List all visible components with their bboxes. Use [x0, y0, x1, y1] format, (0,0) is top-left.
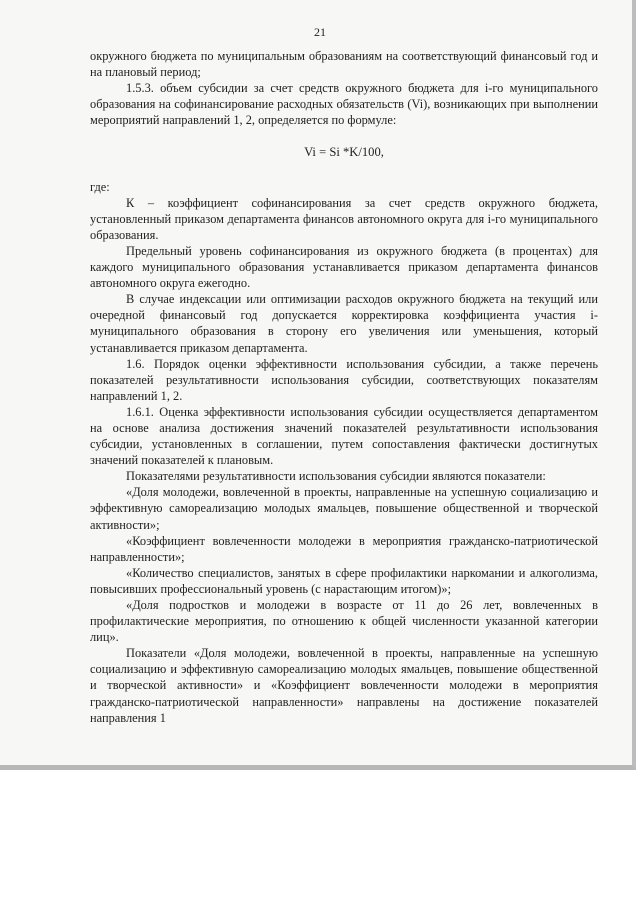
formula: Vi = Si *K/100, — [304, 145, 384, 160]
paragraph-indicators-intro: Показателями результативности использования субсидии являются показатели: — [126, 469, 546, 484]
paragraph-1-6-1: 1.6.1. Оценка эффективности использования субсидии осуществляется департаментом на основе анализа достижения значений показателей результативности использования субсидии, установленных в соглашении, путем сопоставления фактически достигнутых значений показателей к плановым. — [90, 404, 598, 468]
paragraph-indicators-direction-1: Показатели «Доля молодежи, вовлеченной в проекты, направленные на успешную социализацию и эффективную самореализацию молодых ямальцев, повышение общественной и творческой активности» и «Коэффициент вовлеченности молодежи в мероприятия гражданско-патриотической направленности» направлены на достижение показателей направления 1 — [90, 646, 598, 725]
paragraph-1-6: 1.6. Порядок оценки эффективности использования субсидии, а также перечень показателей результативности использования субсидии, соответствующих показателям направлений 1, 2. — [90, 356, 598, 403]
paragraph-continuation: окружного бюджета по муниципальным образованиям на соответствующий финансовый год и на плановый период; — [90, 49, 598, 80]
paragraph-1-5-3: 1.5.3. объем субсидии за счет средств окружного бюджета для i-го муниципального образования на софинансирование расходных обязательств (Vi), возникающих при выполнении мероприятий направлений 1, 2, определяется по формуле: — [90, 81, 598, 128]
indicator-prevention-share: «Доля подростков и молодежи в возрасте от 11 до 26 лет, вовлеченных в профилактические мероприятия, по отношению к общей численности указанной категории лиц». — [90, 598, 598, 645]
indicator-specialists: «Количество специалистов, занятых в сфере профилактики наркомании и алкоголизма, повысивших профессиональный уровень (с нарастающим итогом)»; — [90, 565, 598, 596]
page-number: 21 — [314, 25, 326, 39]
paragraph-indexation: В случае индексации или оптимизации расходов окружного бюджета на текущий или очередной финансовый год допускается корректировка коэффициента участия i-муниципального образования в сторону его увеличения или уменьшения, который устанавливается приказом департамента. — [90, 292, 598, 355]
indicator-youth-projects: «Доля молодежи, вовлеченной в проекты, направленные на успешную социализацию и эффективную самореализацию молодых ямальцев, повышение общественной и творческой активности»; — [90, 485, 598, 532]
paragraph-cofinancing-limit: Предельный уровень софинансирования из окружного бюджета (в процентах) для каждого муниципального образования устанавливается приказом департамента финансов автономного округа ежегодно. — [90, 243, 598, 291]
document-body — [90, 48, 598, 726]
paragraph-coefficient-k: К – коэффициент софинансирования за счет средств окружного бюджета, установленный приказом департамента финансов автономного округа для i-го муниципального образования. — [90, 195, 598, 242]
indicator-patriotic-coefficient: «Коэффициент вовлеченности молодежи в мероприятия гражданско-патриотической направленности»; — [90, 533, 598, 564]
paragraph-where: где: — [90, 179, 110, 194]
